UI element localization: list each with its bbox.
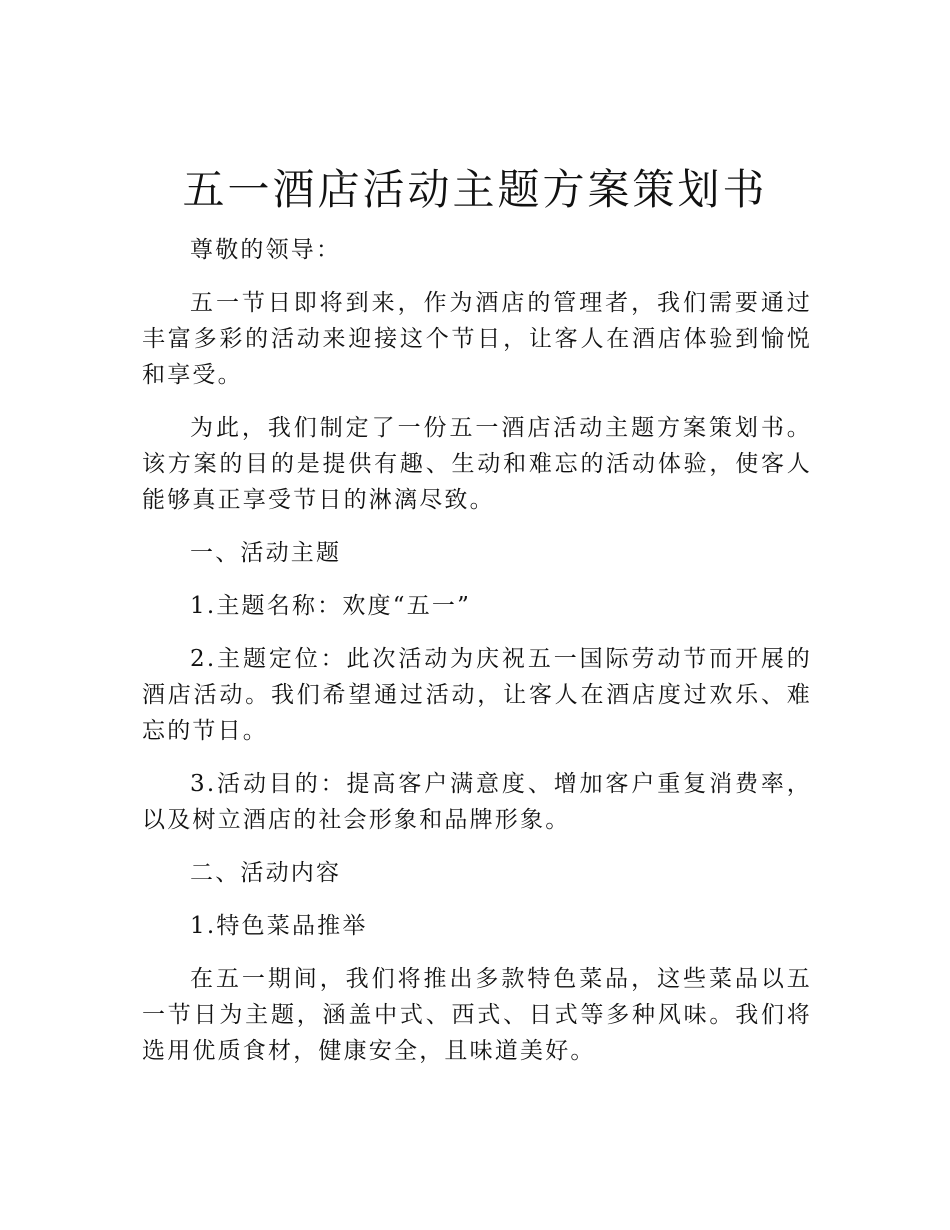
section-heading-content: 二、活动内容 [190, 860, 342, 886]
special-dishes-paragraph: 在五一期间，我们将推出多款特色菜品，这些菜品以五一节日为主题，涵盖中式、西式、日式等多种风味。我们将选用优质食材，健康安全，且味道美好。 [142, 966, 812, 1064]
intro-paragraph: 五一节日即将到来，作为酒店的管理者，我们需要通过丰富多彩的活动来迎接这个节日，让客人在酒店体验到愉悦和享受。 [142, 290, 812, 388]
theme-position-item: 2.主题定位：此次活动为庆祝五一国际劳动节而开展的酒店活动。我们希望通过活动，让客人在酒店度过欢乐、难忘的节日。 [142, 646, 812, 744]
document-body [142, 232, 812, 1069]
salutation: 尊敬的领导： [190, 237, 342, 263]
section-heading-theme: 一、活动主题 [190, 540, 342, 566]
activity-goal-item: 3.活动目的：提高客户满意度、增加客户重复消费率，以及树立酒店的社会形象和品牌形象。 [142, 771, 812, 833]
special-dishes-heading: 1.特色菜品推举 [190, 913, 368, 939]
purpose-paragraph: 为此，我们制定了一份五一酒店活动主题方案策划书。该方案的目的是提供有趣、生动和难忘的活动体验，使客人能够真正享受节日的淋漓尽致。 [142, 415, 812, 513]
theme-name-item: 1.主题名称：欢度“五一” [190, 593, 472, 619]
document-title: 五一酒店活动主题方案策划书 [182, 165, 768, 214]
